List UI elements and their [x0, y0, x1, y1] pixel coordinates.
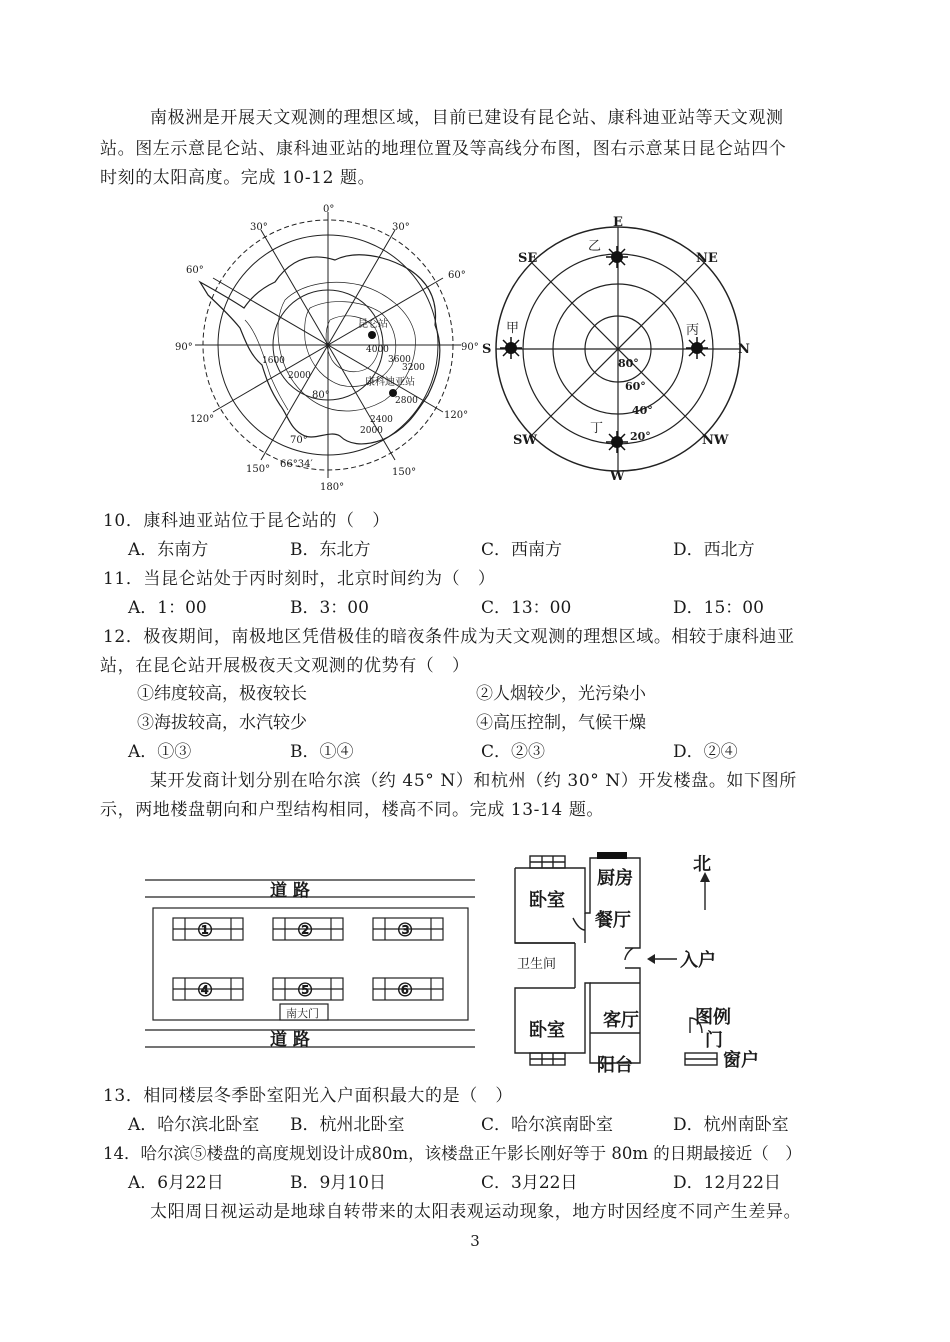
q11-option-a[interactable]: A．1：00 — [128, 598, 207, 618]
q14-option-d[interactable]: D．12月22日 — [673, 1173, 781, 1193]
lon-label-150e: 150° — [392, 467, 417, 478]
q10-option-b[interactable]: B．东北方 — [290, 540, 371, 560]
dir-e: E — [613, 215, 623, 230]
sun-icon-jia — [500, 337, 522, 359]
floor-plan-diagram — [505, 848, 795, 1078]
building-label: ④ — [197, 980, 214, 1001]
kunlun-station-label: 昆仑站 — [358, 319, 388, 330]
q13-option-c[interactable]: C．哈尔滨南卧室 — [481, 1115, 614, 1135]
room-kitchen: 厨房 — [597, 868, 633, 889]
legend-title: 图例 — [695, 1007, 731, 1028]
q12-stem-line-2: 站，在昆仑站开展极夜天文观测的优势有（ ） — [100, 656, 470, 676]
room-bathroom: 卫生间 — [517, 957, 557, 972]
q12-statement-4: ④高压控制，气候干燥 — [476, 713, 646, 733]
q14-option-a[interactable]: A．6月22日 — [128, 1173, 224, 1193]
q13-option-a[interactable]: A．哈尔滨北卧室 — [128, 1115, 260, 1135]
contour-1600: 1600 — [262, 356, 285, 366]
lon-label-90e: 90° — [461, 342, 479, 353]
intro-line-1: 南极洲是开展天文观测的理想区域，目前已建设有昆仑站、康科迪亚站等天文观测 — [150, 108, 784, 128]
q12-stem-line-1: 12．极夜期间，南极地区凭借极佳的暗夜条件成为天文观测的理想区域。相较于康科迪亚 — [103, 627, 795, 647]
q13-stem: 13．相同楼层冬季卧室阳光入户面积最大的是（ ） — [103, 1086, 514, 1106]
q11-option-d[interactable]: D．15：00 — [673, 598, 764, 618]
q10-option-d[interactable]: D．西北方 — [673, 540, 755, 560]
q10-option-c[interactable]: C．西南方 — [481, 540, 563, 560]
room-bedroom-south: 卧室 — [529, 1020, 565, 1041]
road-label-bottom: 道 路 — [270, 1030, 310, 1050]
kunlun-station-dot — [368, 331, 376, 339]
lon-label-0: 0° — [323, 204, 335, 215]
building-label: ⑤ — [297, 980, 314, 1001]
lon-label-60e: 60° — [448, 270, 466, 281]
intro2-line-2: 示，两地楼盘朝向和户型结构相同，楼高不同。完成 13-14 题。 — [100, 800, 605, 820]
sun-icon-yi — [606, 246, 628, 268]
lon-label-120e: 120° — [444, 410, 469, 421]
sun-altitude-diagram — [480, 210, 770, 495]
dir-nw: NW — [702, 433, 729, 448]
dir-s: S — [482, 342, 492, 357]
outro-line-1: 太阳周日视运动是地球自转带来的太阳表观运动现象，地方时因经度不同产生差异。 — [150, 1202, 802, 1222]
q12-option-c[interactable]: C．②③ — [481, 742, 546, 762]
altitude-80: 80° — [618, 357, 639, 370]
lat-label-70: 70° — [290, 435, 308, 446]
entry-label: 入户 — [680, 950, 716, 971]
room-living: 客厅 — [603, 1010, 639, 1031]
q12-statement-2: ②人烟较少，光污染小 — [476, 684, 646, 704]
q14-option-c[interactable]: C．3月22日 — [481, 1173, 578, 1193]
lon-label-180: 180° — [320, 482, 345, 493]
building-label: ② — [297, 920, 314, 941]
contour-2000-left: 2000 — [288, 371, 311, 381]
south-gate-label: 南大门 — [286, 1007, 319, 1020]
contour-2400: 2400 — [370, 415, 393, 425]
q12-statement-3: ③海拔较高，水汽较少 — [137, 713, 307, 733]
contour-3200: 3200 — [402, 363, 425, 373]
q13-option-d[interactable]: D．杭州南卧室 — [673, 1115, 789, 1135]
sun-label-ding: 丁 — [590, 421, 604, 436]
site-plan-diagram — [140, 870, 485, 1060]
sun-icon-ding — [606, 431, 628, 453]
q11-option-c[interactable]: C．13：00 — [481, 598, 572, 618]
q12-option-d[interactable]: D．②④ — [673, 742, 738, 762]
q14-option-b[interactable]: B．9月10日 — [290, 1173, 386, 1193]
lat-label-80: 80° — [312, 390, 330, 401]
intro-line-2: 站。图左示意昆仑站、康科迪亚站的地理位置及等高线分布图，图右示意某日昆仑站四个 — [100, 139, 787, 159]
page-number: 3 — [470, 1232, 480, 1250]
sun-label-jia: 甲 — [506, 321, 520, 336]
q12-option-a[interactable]: A．①③ — [128, 742, 192, 762]
altitude-60: 60° — [625, 380, 646, 393]
concordia-station-label: 康科迪亚站 — [365, 377, 415, 388]
north-label: 北 — [693, 854, 711, 875]
legend-door-label: 门 — [705, 1030, 723, 1051]
intro2-line-1: 某开发商计划分别在哈尔滨（约 45° N）和杭州（约 30° N）开发楼盘。如下图所 — [150, 771, 797, 791]
q11-option-b[interactable]: B．3：00 — [290, 598, 369, 618]
lon-label-30e: 30° — [392, 222, 410, 233]
q14-stem: 14．哈尔滨⑤楼盘的高度规划设计成80m，该楼盘正午影长刚好等于 80m 的日期最接近（ ） — [103, 1144, 802, 1163]
building-label: ⑥ — [397, 980, 414, 1001]
building-label: ① — [197, 920, 214, 941]
sun-label-yi: 乙 — [588, 239, 602, 254]
q12-statement-1: ①纬度较高，极夜较长 — [137, 684, 307, 704]
lon-label-90w: 90° — [175, 342, 193, 353]
q10-option-a[interactable]: A．东南方 — [128, 540, 209, 560]
contour-4000: 4000 — [366, 345, 389, 355]
dir-se: SE — [518, 251, 538, 266]
dir-w: W — [610, 469, 625, 484]
q10-stem: 10．康科迪亚站位于昆仑站的（ ） — [103, 511, 390, 531]
sun-icon-bing — [686, 337, 708, 359]
intro-line-3: 时刻的太阳高度。完成 10-12 题。 — [100, 168, 376, 188]
antarctica-map — [170, 200, 490, 495]
contour-2800: 2800 — [395, 396, 418, 406]
lon-label-30w: 30° — [250, 222, 268, 233]
building-label: ③ — [397, 920, 414, 941]
altitude-40: 40° — [632, 404, 653, 417]
contour-2000: 2000 — [360, 426, 383, 436]
lat-label-circle: 66°34′ — [280, 459, 313, 470]
altitude-20: 20° — [630, 430, 651, 443]
q12-option-b[interactable]: B．①④ — [290, 742, 354, 762]
dir-n: N — [738, 342, 750, 357]
road-label-top: 道 路 — [270, 881, 310, 901]
room-balcony: 阳台 — [597, 1055, 633, 1076]
lon-label-120w: 120° — [190, 414, 215, 425]
lon-label-60w: 60° — [186, 265, 204, 276]
dir-sw: SW — [513, 433, 537, 448]
lon-label-150w: 150° — [246, 464, 271, 475]
sun-label-bing: 丙 — [686, 323, 700, 338]
legend-window-label: 窗户 — [723, 1050, 759, 1071]
room-bedroom-north: 卧室 — [529, 890, 565, 911]
room-dining: 餐厅 — [595, 910, 631, 931]
contour-3600: 3600 — [388, 355, 411, 365]
dir-ne: NE — [696, 251, 718, 266]
q13-option-b[interactable]: B．杭州北卧室 — [290, 1115, 405, 1135]
q11-stem: 11．当昆仑站处于丙时刻时，北京时间约为（ ） — [103, 569, 496, 589]
